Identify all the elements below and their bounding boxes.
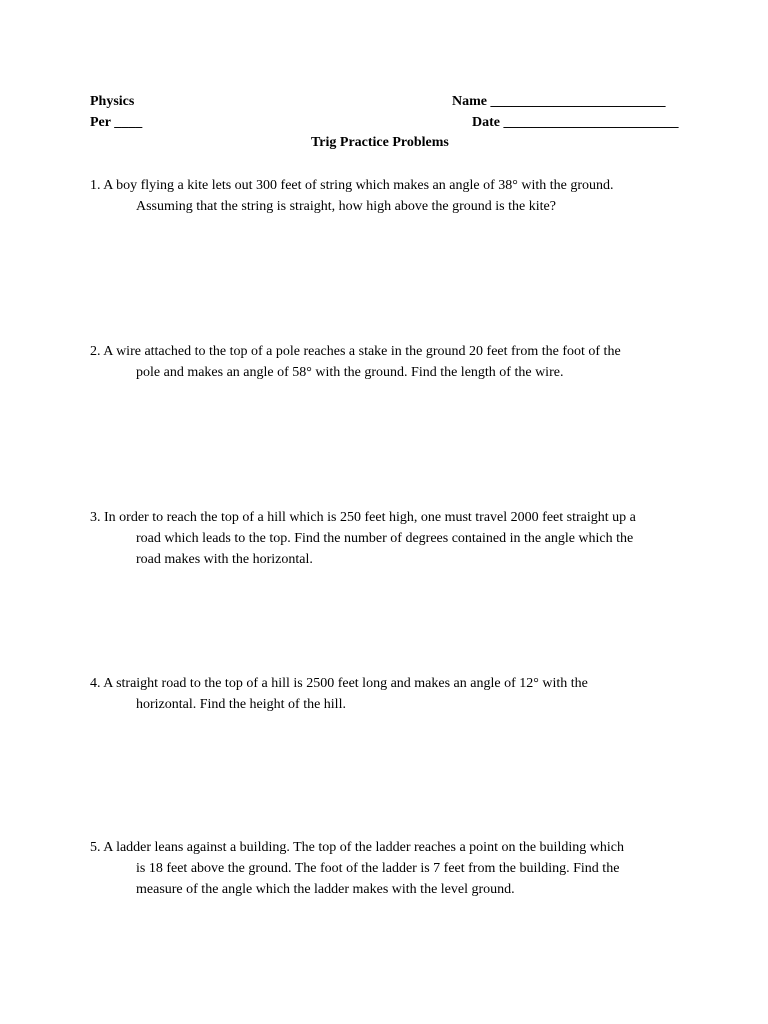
problem-text-line: 1. A boy flying a kite lets out 300 feet of string which makes an angle of 38° with the ground. bbox=[90, 178, 614, 193]
problem-text-line: 4. A straight road to the top of a hill is 2500 feet long and makes an angle of 12° with the bbox=[90, 676, 588, 691]
problem-text-line: 5. A ladder leans against a building. The top of the ladder reaches a point on the building which bbox=[90, 840, 624, 855]
period-field: Per ____ bbox=[90, 115, 143, 130]
problem-text-line: horizontal. Find the height of the hill. bbox=[136, 697, 346, 712]
problem-1 bbox=[90, 175, 690, 217]
problem-text-line: 3. In order to reach the top of a hill which is 250 feet high, one must travel 2000 feet straight up a bbox=[90, 510, 636, 525]
problem-text-line: road which leads to the top. Find the number of degrees contained in the angle which the bbox=[136, 531, 634, 546]
name-field: Name _________________________ bbox=[452, 94, 666, 109]
problem-2 bbox=[90, 341, 690, 383]
problem-4 bbox=[90, 673, 690, 715]
problem-text-line: pole and makes an angle of 58° with the ground. Find the length of the wire. bbox=[136, 365, 564, 380]
subject-label: Physics bbox=[90, 94, 135, 109]
page-title: Trig Practice Problems bbox=[311, 135, 449, 150]
problem-text-line: is 18 feet above the ground. The foot of the ladder is 7 feet from the building. Find the bbox=[136, 861, 620, 876]
problem-text-line: measure of the angle which the ladder makes with the level ground. bbox=[136, 882, 515, 897]
problem-3 bbox=[90, 507, 690, 570]
problem-text-line: road makes with the horizontal. bbox=[136, 552, 313, 567]
problem-text-line: 2. A wire attached to the top of a pole reaches a stake in the ground 20 feet from the foot of the bbox=[90, 344, 621, 359]
problem-text-line: Assuming that the string is straight, how high above the ground is the kite? bbox=[136, 199, 556, 214]
problem-5 bbox=[90, 837, 690, 900]
date-field: Date _________________________ bbox=[472, 115, 679, 130]
